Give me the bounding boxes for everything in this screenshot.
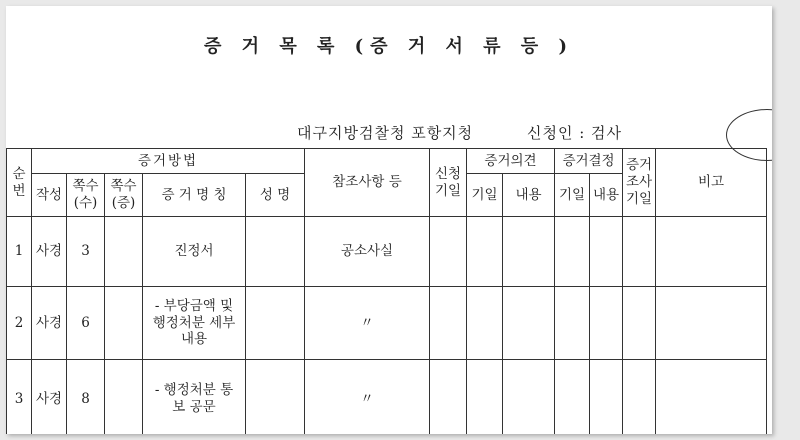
- evidence-table: [6, 148, 767, 434]
- row-application-date: [430, 360, 467, 435]
- row-investigation-date: [623, 360, 656, 435]
- header-page-su: 쪽수 (수): [67, 174, 105, 217]
- row-opinion-content: [503, 217, 555, 287]
- row-investigation-date: [623, 287, 656, 360]
- row-reference: 〃: [305, 287, 430, 360]
- row-remarks: [656, 360, 767, 435]
- header-evidence-name: 증 거 명 칭: [143, 174, 246, 217]
- header-decision-content: 내용: [590, 174, 623, 217]
- document-page: [6, 6, 772, 434]
- header-evidence-method: 증거방법: [32, 149, 305, 174]
- row-evidence-name: 진정서: [143, 217, 246, 287]
- row-investigation-date: [623, 217, 656, 287]
- row-decision-date: [555, 217, 590, 287]
- row-opinion-date: [467, 287, 503, 360]
- table-row: [7, 217, 767, 287]
- row-page-jeung: [105, 360, 143, 435]
- row-seq: 3: [7, 360, 32, 435]
- header-opinion-content: 내용: [503, 174, 555, 217]
- header-evidence-opinion: 증거의견: [467, 149, 555, 174]
- row-seq: 1: [7, 217, 32, 287]
- prosecutor-office: 대구지방검찰청 포항지청: [297, 124, 474, 142]
- header-person-name: 성 명: [246, 174, 305, 217]
- row-page: 6: [67, 287, 105, 360]
- row-page-jeung: [105, 217, 143, 287]
- row-evidence-name: - 행정처분 통 보 공문: [143, 360, 246, 435]
- header-seq: 순 번: [7, 149, 32, 217]
- header-page-jeung: 쪽수 (증): [105, 174, 143, 217]
- header-investigation-date: 증거 조사 기일: [623, 149, 656, 217]
- header-application-date: 신청 기일: [430, 149, 467, 217]
- row-decision-content: [590, 287, 623, 360]
- row-opinion-date: [467, 217, 503, 287]
- row-reference: 공소사실: [305, 217, 430, 287]
- row-page: 3: [67, 217, 105, 287]
- header-reference: 참조사항 등: [305, 149, 430, 217]
- row-opinion-content: [503, 287, 555, 360]
- row-decision-date: [555, 360, 590, 435]
- row-opinion-content: [503, 360, 555, 435]
- row-decision-content: [590, 217, 623, 287]
- table-row: [7, 360, 767, 435]
- row-seq: 2: [7, 287, 32, 360]
- row-person-name: [246, 217, 305, 287]
- row-decision-content: [590, 360, 623, 435]
- row-author: 사경: [32, 287, 67, 360]
- row-person-name: [246, 287, 305, 360]
- row-application-date: [430, 217, 467, 287]
- row-person-name: [246, 360, 305, 435]
- header-opinion-date: 기일: [467, 174, 503, 217]
- row-page: 8: [67, 360, 105, 435]
- row-remarks: [656, 287, 767, 360]
- row-decision-date: [555, 287, 590, 360]
- row-remarks: [656, 217, 767, 287]
- header-decision-date: 기일: [555, 174, 590, 217]
- row-page-jeung: [105, 287, 143, 360]
- header-remarks: 비고: [656, 149, 767, 217]
- row-author: 사경: [32, 360, 67, 435]
- header-author: 작성: [32, 174, 67, 217]
- row-application-date: [430, 287, 467, 360]
- table-row: [7, 287, 767, 360]
- row-reference: 〃: [305, 360, 430, 435]
- row-evidence-name: - 부당금액 및 행정처분 세부 내용: [143, 287, 246, 360]
- header-evidence-decision: 증거결정: [555, 149, 623, 174]
- row-author: 사경: [32, 217, 67, 287]
- row-opinion-date: [467, 360, 503, 435]
- applicant-label: 신청인 : 검사: [527, 124, 623, 142]
- document-title: 증 거 목 록 (증 거 서 류 등 ): [204, 36, 574, 57]
